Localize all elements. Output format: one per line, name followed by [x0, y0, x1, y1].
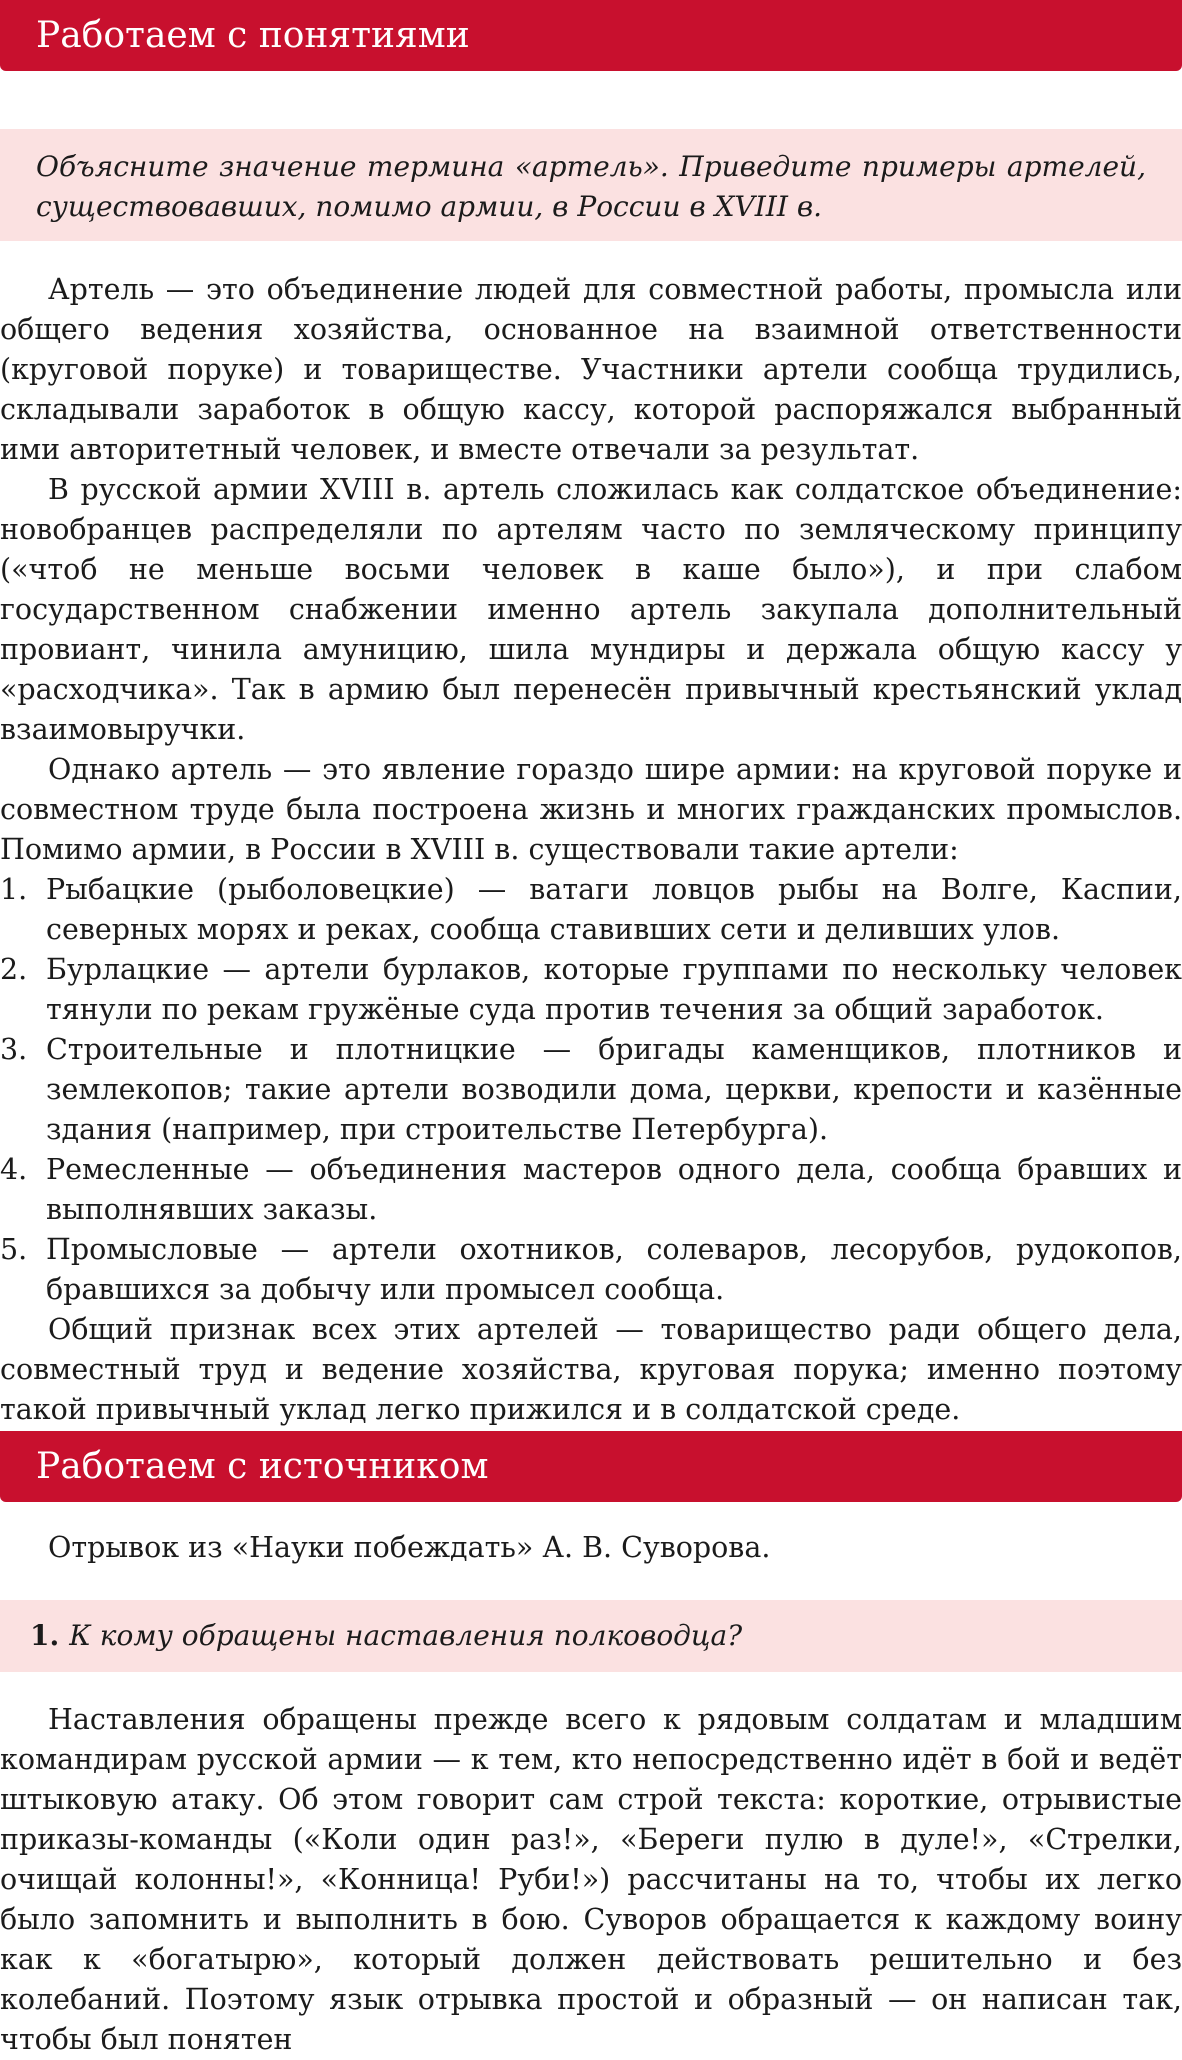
section-header-concepts: Работаем с понятиями: [0, 0, 1182, 71]
list-text: Ремесленные — объединения мастеров одного дела, сообща бравших и выполнявших заказы.: [46, 1153, 1182, 1226]
list-number: 1.: [0, 873, 28, 906]
list-item: [0, 1230, 1182, 1310]
list-item: [0, 870, 1182, 950]
paragraph: Наставления обращены прежде всего к рядовым солдатам и младшим командирам русской армии — к тем, кто непосредственно идёт в бой и ведёт штыковую атаку. Об этом говорит сам строй текста: короткие, отрывистые приказы-команды («Коли один раз!», «Береги пулю в дуле!», «Стрелки, очищай колонны!», «Конница! Руби!») рассчитаны на то, чтобы их легко было запомнить и выполнить в бою. Суворов обращается к каждому воину как к «богатырю», который должен действовать решительно и без колебаний. Поэтому язык отрывка простой и образный — он написан так, чтобы был понятен: [0, 1703, 1182, 2056]
paragraph: Однако артель — это явление гораздо шире армии: на круговой поруке и совместном труде была построена жизнь и многих гражданских промыслов. Помимо армии, в России в XVIII в. существовали такие артели:: [0, 753, 1182, 866]
answer-concepts: [0, 270, 1182, 1430]
list-number: 5.: [0, 1233, 28, 1266]
list-item: [0, 1030, 1182, 1150]
list-number: 4.: [0, 1153, 28, 1186]
list-number: 3.: [0, 1033, 28, 1066]
list-item: [0, 950, 1182, 1030]
list-text: Бурлацкие — артели бурлаков, которые группами по нескольку человек тянули по рекам гружёные суда против течения за общий заработок.: [46, 953, 1182, 1026]
list-text: Промысловые — артели охотников, солеваров, лесорубов, рудокопов, бравшихся за добычу или промысел сообща.: [46, 1233, 1182, 1306]
paragraph: Артель — это объединение людей для совместной работы, промысла или общего ведения хозяйства, основанное на взаимной ответственности (круговой поруке) и товариществе. Участники артели сообща трудились, складывали заработок в общую кассу, которой распоряжался выбранный ими авторитетный человек, и вместе отвечали за результат.: [0, 273, 1182, 466]
section-header-source: Работаем с источником: [0, 1431, 1182, 1502]
list-text: Строительные и плотницкие — бригады каменщиков, плотников и землекопов; такие артели возводили дома, церкви, крепости и казённые здания (например, при строительстве Петербурга).: [46, 1033, 1182, 1146]
task-term-artel: Объясните значение термина «артель». Приведите примеры артелей, существовавших, помимо армии, в России в XVIII в.: [0, 129, 1182, 241]
answer-source: [0, 1700, 1182, 2060]
artel-list: [0, 870, 1182, 1310]
task-source-question: [0, 1600, 1182, 1672]
paragraph: Отрывок из «Науки побеждать» А. В. Суворова.: [48, 1531, 771, 1564]
paragraph: В русской армии XVIII в. артель сложилась как солдатское объединение: новобранцев распределяли по артелям часто по земляческому принципу («чтоб не меньше восьми человек в каше было»), и при слабом государственном снабжении именно артель закупала дополнительный провиант, чинила амуницию, шила мундиры и держала общую кассу у «расходчика». Так в армию был перенесён привычный крестьянский уклад взаимовыручки.: [0, 473, 1182, 746]
list-item: [0, 1150, 1182, 1230]
list-text: Рыбацкие (рыболовецкие) — ватаги ловцов рыбы на Волге, Каспии, северных морях и реках, сообща ставивших сети и деливших улов.: [46, 873, 1182, 946]
source-intro: [0, 1528, 1182, 1568]
task-number: 1.: [30, 1619, 60, 1652]
list-number: 2.: [0, 953, 28, 986]
paragraph: Общий признак всех этих артелей — товарищество ради общего дела, совместный труд и ведение хозяйства, круговая порука; именно поэтому такой привычный уклад легко прижился и в солдатской среде.: [0, 1313, 1182, 1426]
task-text: К кому обращены наставления полководца?: [69, 1619, 743, 1652]
